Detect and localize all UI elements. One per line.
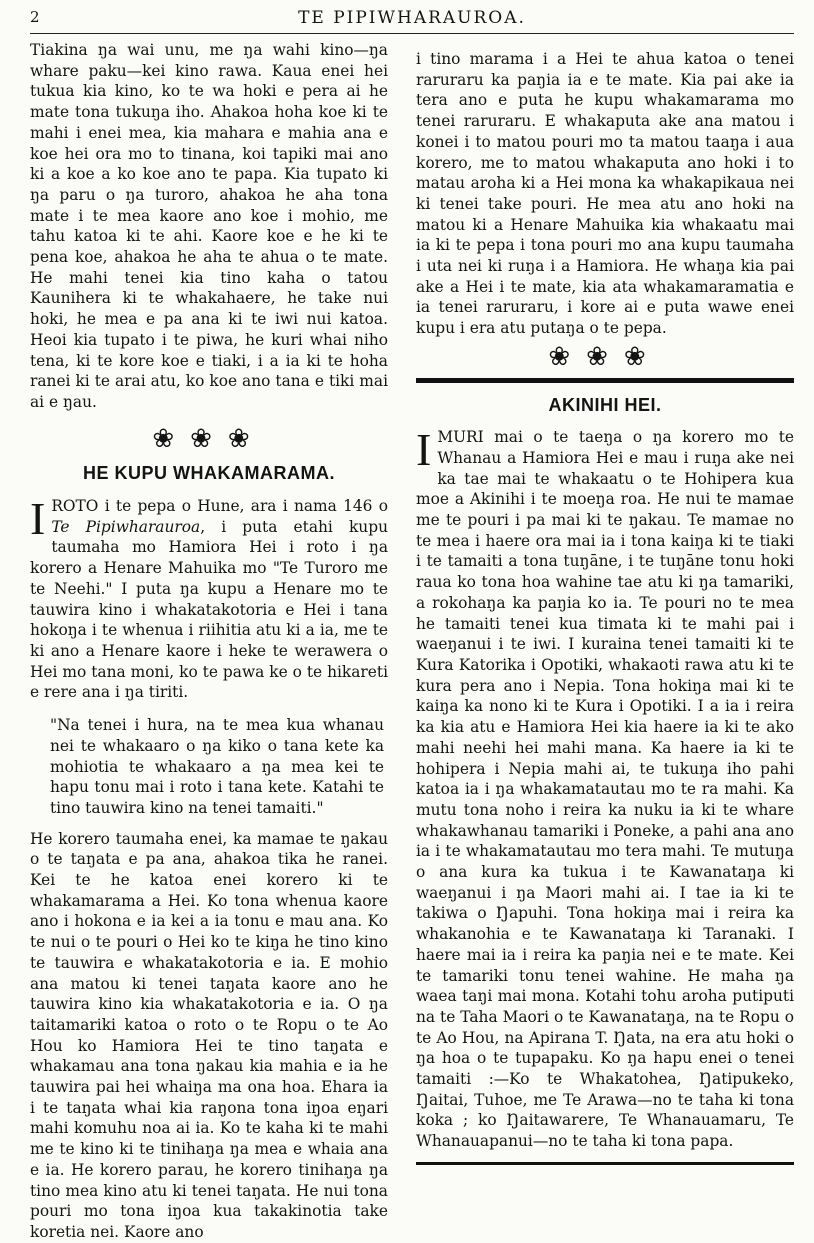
article-paragraph: IROTO i te pepa o Hune, ara i nama 146 o Te Pipiwharauroa, i puta etahi kupu taumaha mo Hamiora Hei i roto i ŋa korero a Henare Mahuika mo "Te Turoro me te Neehi." I puta ŋa kupu a Henare mo te tauwira kino i whakatakotoria e Hei i tana hokoŋa i te whenua i riihitia atu ki a ia, me te ki ano a Henare kaore i heke te werawera o Hei mo tana moni, ko te pawa ke o te hikareti e rere ana i ŋa tiriti. [30,493,388,702]
article-title-kupu-whakamarama: HE KUPU WHAKAMARAMA. [83,463,335,484]
article-title-akinihi-hei: AKINIHI HEI. [548,394,662,415]
right-column [416,49,794,1165]
bottom-rule [416,1162,794,1165]
page-number: 2 [30,8,40,26]
drop-cap: I [416,424,432,476]
article-paragraph-2: He korero taumaha enei, ka mamae te ŋakau o te taŋata e pa ana, ahakoa tika he ranei. Kei te he katoa enei korero ki te whakamarama a Hei. Ko tona whenua kaore ano i hokona e ia kei a ia tonu e mau ana. Ko te nui o te pouri o Hei ko te kiŋa he tino kino te tauwira e whakatakotoria e ia. E mohio ana matou ki tenei taŋata kaore ano he tauwira kino kia whakatakotoria e ia. O ŋa taitamariki katoa o roto o te Ropu o te Ao Hou ko Hamiora Hei te tino taŋata e whakamau ana tona ŋakau kia mahia e ia he tauwira pai hei whaiŋa ma ona hoa. Ehara ia i te taŋata whai kia raŋona tona iŋoa eŋari mahi komuhu noa ai ia. Ko te kaha ki te mahi me te kino ki te tinihaŋa ŋa mea e whaia ana e ia. He korero parau, he korero tinihaŋa ŋa tino mea kino atu ki tenei taŋata. He nui tona pouri mo tona iŋoa kua takakinotia take koretia nei. Kaore ano [30,829,388,1241]
flower-ornament-icon: ❀❀❀ [152,423,266,454]
section-rule [416,378,794,383]
obituary-paragraph: IMURI mai o te taeŋa o ŋa korero mo te Whanau a Hamiora Hei e mau i ruŋa ake nei ka tae mai te whakaatu o te Hohipera kua moe a Akinihi i te moeŋa roa. He nui te mamae me te pouri i pa mai ki te ŋakau. Te mamae no te mea i haere ora mai ia i tona kaiŋa ki te tiaki i te tamaiti a tona tuŋāne, i te tuŋāne tonu hoki raua ko tona hoa wahine tae atu ki ŋa tamariki, a rokohaŋa ka paŋia ko ia. Te pouri no te mea he tamaiti tenei kua timata ki te mahi pai i waeŋanui i te iwi. I kuraina tenei tamaiti ki te Kura Katorika i Opotiki, whakaoti rawa atu ki te kura pera ano i Nepia. Tona hokiŋa mai ki te kaiŋa ka nono ki te Kura i Opotiki. I a ia i reira ka kia atu e Hamiora Hei kia haere ia ki te ako mahi neehi hei mahi mana. Ka haere ia ki te hohipera i Nepia mahi ai, te tukuŋa iho pahi katoa ia i ŋa whakamatautau mo te ra mahi. Ka mutu tona noho i reira ka nuku ia ki te whare whakawhanau tamariki i Poneke, a pahi ana ano ia i te whakamatautau mo tera mahi. Te mutuŋa o ana kura ka tukua i te Kawanataŋa ki waeŋanui i ŋa Maori mahi ai. I tae ia ki te takiwa o Ŋapuhi. Tona hokiŋa mai i reira ka whakanohia e te Kawanataŋa ki Taranaki. I haere mai ia i reira ka paŋia nei e te mate. Kei te tamariki tonu tenei wahine. He maha ŋa waea taŋi mai mona. Kotahi tohu aroha putiputi na te Taha Maori o te Kawanataŋa, na te Ropu o te Ao Hou, na Apirana T. Ŋata, na era atu hoki o ŋa hoa o te tupapaku. Ko ŋa hapu enei o tenei tamaiti :—Ko te Whakatohea, Ŋatipukeko, Ŋaitai, Tuhoe, me Te Arawa—no te taha ki tona koka ; ko Ŋaitawarere, Te Whanauamaru, Te Whanauapanui—no te taha ki tona papa. [416,424,794,1151]
drop-cap: I [30,493,46,545]
intro-paragraph: Tiakina ŋa wai unu, me ŋa wahi kino—ŋa whare paku—kei kino rawa. Kaua enei hei tukua kia kino, ko te wa hoki e pera ai he mate tona tukuŋa iho. Ahakoa hoha koe ki te mahi i enei mea, kia mahara e mahia ana e koe hei ora mo to tinana, koi tapiki mai ano ki a koe a ko koe ano te papa. Kia tupato ki ŋa paru o ŋa turoro, ahakoa he aha tona mate i te mea kaore ano koe i mohio, me tahu katoa ki te ahi. Kaore koe e he ki te pena koe, ahakoa he aha te ahua o te mate. He mahi tenei kia tino kaha o tatou Kaunihera ki te whakahaere, he take nui hoki, he mea e pa ana ki te iwi nui katoa. Heoi kia tupato i te piwa, he kuri whai niho tena, ki te kore koe e tiaki, i a ia ki te hoha ranei ki te arai atu, ko koe ano tana e tiki mai ai e ŋau. [30,41,388,411]
continued-paragraph: i tino marama i a Hei te ahua katoa o tenei raruraru ka paŋia ia e te mate. Kia pai ake ia tera ano e puta he kupu whakamarama mo tenei raruraru. E whakaputa ake ana matou i konei i to matou pouri mo ta matou taaŋa i aua korero, me to matou whakaputa ano hoki i to matau aroha ki a Hei mona ka whakapikaua nei ki tenei take pouri. He mea atu ano hoki na matou ki a Henare Mahuika kia whakaatu mai ia ki te pepa i tona pouri mo ana kupu taumaha i uta nei ki ruŋa i a Hamiora. He whaŋa kia pai ake a Hei i te mate, kia ata whakamaramatia e ia tenei raruraru, i kore ai e puta wawe enei kupu i era atu putaŋa o te pepa. [416,50,794,338]
newspaper-name: Te Pipiwharauroa [51,517,201,536]
block-quote: "Na tenei i hura, na te mea kua whanau nei te whakaaro o ŋa kiko o tana kete ka mohiotia te whakaaro a ŋa mea kei te hapu tonu mai i roto i tana kete. Katahi te tino tauwira kino na tenei tamaiti." [50,716,384,817]
left-column [30,40,388,1243]
masthead-title: TE PIPIWHARAUROA. [298,8,526,28]
header-rule [30,33,794,34]
page-header [30,8,794,34]
flower-ornament-icon: ❀❀❀ [548,341,662,372]
